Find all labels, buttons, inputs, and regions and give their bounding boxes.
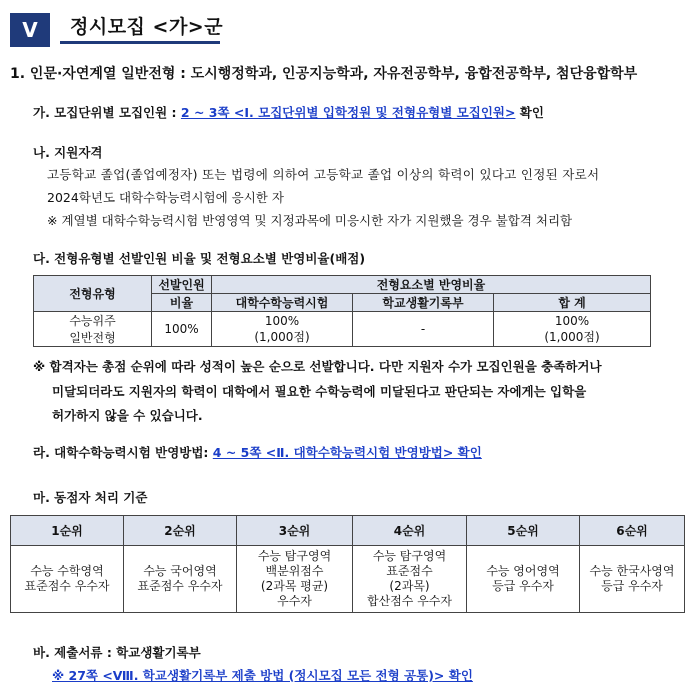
na-line1: 고등학교 졸업(졸업예정자) 또는 법령에 의하여 고등학교 졸업 이상의 학력이 있다고 인정된 자로서 bbox=[47, 167, 600, 182]
ra-label: 라. 대학수학능력시험 반영방법: bbox=[33, 445, 213, 460]
ga-label: 가. 모집단위별 모집인원 : bbox=[33, 105, 181, 120]
da-note-2: 미달되더라도 지원자의 학력이 대학에서 필요한 수학능력에 미달된다고 판단되는 자에게는 입학을 bbox=[52, 384, 587, 399]
rank-4-cell: 수능 탐구영역 표준점수 (2과목) 합산점수 우수자 bbox=[353, 546, 467, 613]
da-label: 다. 전형유형별 선발인원 비율 및 전형요소별 반영비율(배점) bbox=[33, 251, 366, 266]
na-line2: 2024학년도 대학수학능력시험에 응시한 자 bbox=[47, 190, 284, 205]
rank-6-cell: 수능 한국사영역 등급 우수자 bbox=[580, 546, 685, 613]
table-row bbox=[11, 546, 685, 613]
th-ratio-1: 선발인원 bbox=[152, 276, 212, 294]
section-badge: V bbox=[10, 13, 50, 47]
th-record: 학교생활기록부 bbox=[353, 294, 494, 312]
cell-csat: 100% (1,000점) bbox=[212, 312, 353, 347]
na-label: 나. 지원자격 bbox=[33, 145, 103, 160]
th-ratio-2: 비율 bbox=[152, 294, 212, 312]
th-rank-2: 2순위 bbox=[124, 516, 237, 546]
ra-row bbox=[33, 443, 482, 461]
rank-3-cell: 수능 탐구영역 백분위점수 (2과목 평균) 우수자 bbox=[237, 546, 353, 613]
heading-1: 1. 인문·자연계열 일반전형 : 도시행정학과, 인공지능학과, 자유전공학부, 융합전공학부, 첨단융합학부 bbox=[10, 66, 638, 82]
section-title: 정시모집 <가>군 bbox=[70, 16, 224, 38]
selection-ratio-table bbox=[33, 275, 651, 347]
ga-row bbox=[33, 103, 544, 121]
th-rank-4: 4순위 bbox=[353, 516, 467, 546]
th-rank-5: 5순위 bbox=[467, 516, 580, 546]
cell-type: 수능위주 일반전형 bbox=[34, 312, 152, 347]
ra-link[interactable]: 4 ~ 5쪽 <Ⅱ. 대학수학능력시험 반영방법> 확인 bbox=[212, 445, 482, 460]
section-title-underline bbox=[60, 41, 220, 44]
cell-total: 100% (1,000점) bbox=[494, 312, 651, 347]
tiebreak-table bbox=[10, 515, 685, 613]
th-rank-3: 3순위 bbox=[237, 516, 353, 546]
ga-suffix: 확인 bbox=[515, 105, 544, 120]
da-note-3: 허가하지 않을 수 있습니다. bbox=[52, 408, 203, 423]
cell-ratio: 100% bbox=[152, 312, 212, 347]
rank-5-cell: 수능 영어영역 등급 우수자 bbox=[467, 546, 580, 613]
ga-link[interactable]: 2 ~ 3쪽 <Ⅰ. 모집단위별 입학정원 및 전형유형별 모집인원> bbox=[180, 105, 516, 120]
ma-label: 마. 동점자 처리 기준 bbox=[33, 490, 148, 505]
rank-1-cell: 수능 수학영역 표준점수 우수자 bbox=[11, 546, 124, 613]
table-row bbox=[34, 312, 651, 347]
th-elements: 전형요소별 반영비율 bbox=[212, 276, 651, 294]
th-rank-1: 1순위 bbox=[11, 516, 124, 546]
na-note: ※ 계열별 대학수학능력시험 반영영역 및 지정과목에 미응시한 자가 지원했을 경우 불합격 처리함 bbox=[47, 213, 573, 228]
cell-record: - bbox=[353, 312, 494, 347]
rank-2-cell: 수능 국어영역 표준점수 우수자 bbox=[124, 546, 237, 613]
th-csat: 대학수학능력시험 bbox=[212, 294, 353, 312]
th-rank-6: 6순위 bbox=[580, 516, 685, 546]
ba-label: 바. 제출서류 : 학교생활기록부 bbox=[33, 645, 201, 660]
th-type: 전형유형 bbox=[34, 276, 152, 312]
da-note-1: ※ 합격자는 총점 순위에 따라 성적이 높은 순으로 선발합니다. 다만 지원자 수가 모집인원을 충족하거나 bbox=[33, 359, 602, 374]
th-total: 합 계 bbox=[494, 294, 651, 312]
ba-link[interactable]: ※ 27쪽 <Ⅷ. 학교생활기록부 제출 방법 (정시모집 모든 전형 공통)> 확인 bbox=[52, 668, 473, 683]
